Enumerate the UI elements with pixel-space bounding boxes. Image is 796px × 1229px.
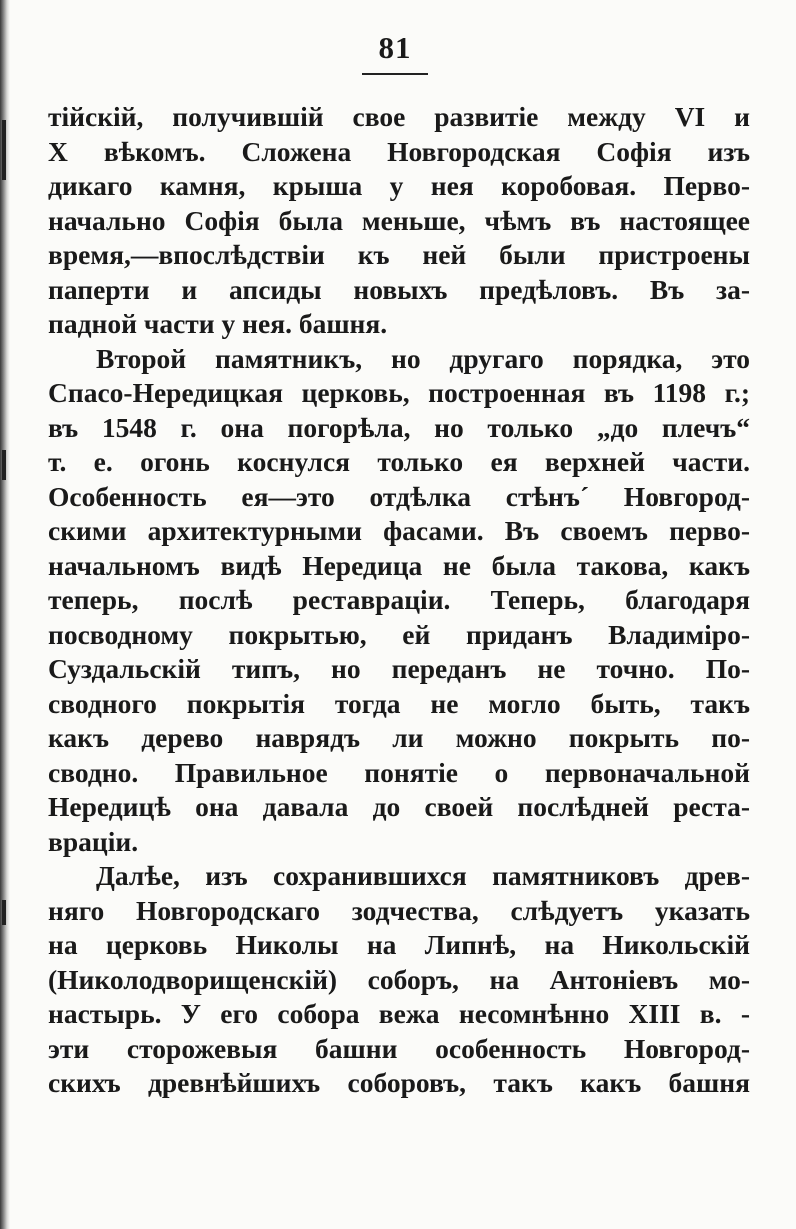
- text-line: въ 1548 г. она погорѣла, но только „до плечъ“: [48, 411, 750, 443]
- text-line: какъ дерево наврядъ ли можно покрыть по-: [48, 722, 750, 753]
- text-line: скихъ древнѣйшихъ соборовъ, такъ какъ башня: [48, 1067, 750, 1098]
- text-line: няго Новгородскаго зодчества, слѣдуетъ указать: [48, 894, 750, 926]
- text-line: т. е. огонь коснулся только ея верхней части.: [48, 446, 750, 477]
- text-line: Второй памятникъ, но другаго порядка, это: [96, 342, 750, 374]
- text-line: настырь. У его собора вежа несомнѣнно XIII в. -: [48, 998, 750, 1029]
- text-line: Суздальскій типъ, но переданъ не точно. По-: [48, 653, 750, 684]
- text-line: падной части у нея. башня.: [48, 308, 388, 339]
- text-line: начальномъ видѣ Нередица не была такова, какъ: [48, 549, 750, 581]
- text-line: эти сторожевыя башни особенность Новгород-: [48, 1032, 750, 1064]
- binding-mark: [2, 120, 6, 180]
- text-line: Нередицѣ она давала до своей послѣдней реста-: [48, 791, 750, 822]
- text-line: Особенность ея—это отдѣлка стѣнъ´ Новгород-: [48, 480, 750, 512]
- text-line: теперь, послѣ реставраціи. Теперь, благодаря: [48, 584, 750, 615]
- text-line: паперти и апсиды новыхъ предѣловъ. Въ за-: [48, 273, 750, 305]
- text-line: враціи.: [48, 825, 139, 857]
- text-line: дикаго камня, крыша у нея коробовая. Перво-: [48, 170, 750, 201]
- text-line: скими архитектурными фасами. Въ своемъ перво-: [48, 515, 750, 546]
- page-binding-edge: [0, 0, 10, 1229]
- page-number-underline: [362, 73, 428, 75]
- text-line: X вѣкомъ. Сложена Новгородская Софія изъ: [48, 135, 750, 167]
- text-line: сводного покрытія тогда не могло быть, такъ: [48, 687, 750, 719]
- text-line: Далѣе, изъ сохранившихся памятниковъ древ-: [96, 860, 750, 891]
- binding-mark: [2, 900, 6, 925]
- text-line: сводно. Правильное понятіе о первоначальной: [48, 756, 750, 788]
- text-line: Спасо-Нередицкая церковь, построенная въ 1198 г.;: [48, 377, 750, 408]
- text-line: начально Софія была меньше, чѣмъ въ настоящее: [48, 204, 750, 236]
- text-line: тійскій, получившій свое развитіе между VI и: [48, 101, 750, 132]
- text-line: посводному покрытью, ей приданъ Владиміро-: [48, 618, 750, 650]
- text-line: на церковь Николы на Липнѣ, на Никольскій: [48, 929, 750, 960]
- text-line: (Николодворищенскій) соборъ, на Антоніевъ мо-: [48, 963, 750, 995]
- binding-mark: [2, 450, 6, 480]
- page-number: 81: [378, 30, 412, 65]
- body-text: [48, 100, 750, 1101]
- text-line: время,—впослѣдствіи къ ней были пристроены: [48, 239, 750, 270]
